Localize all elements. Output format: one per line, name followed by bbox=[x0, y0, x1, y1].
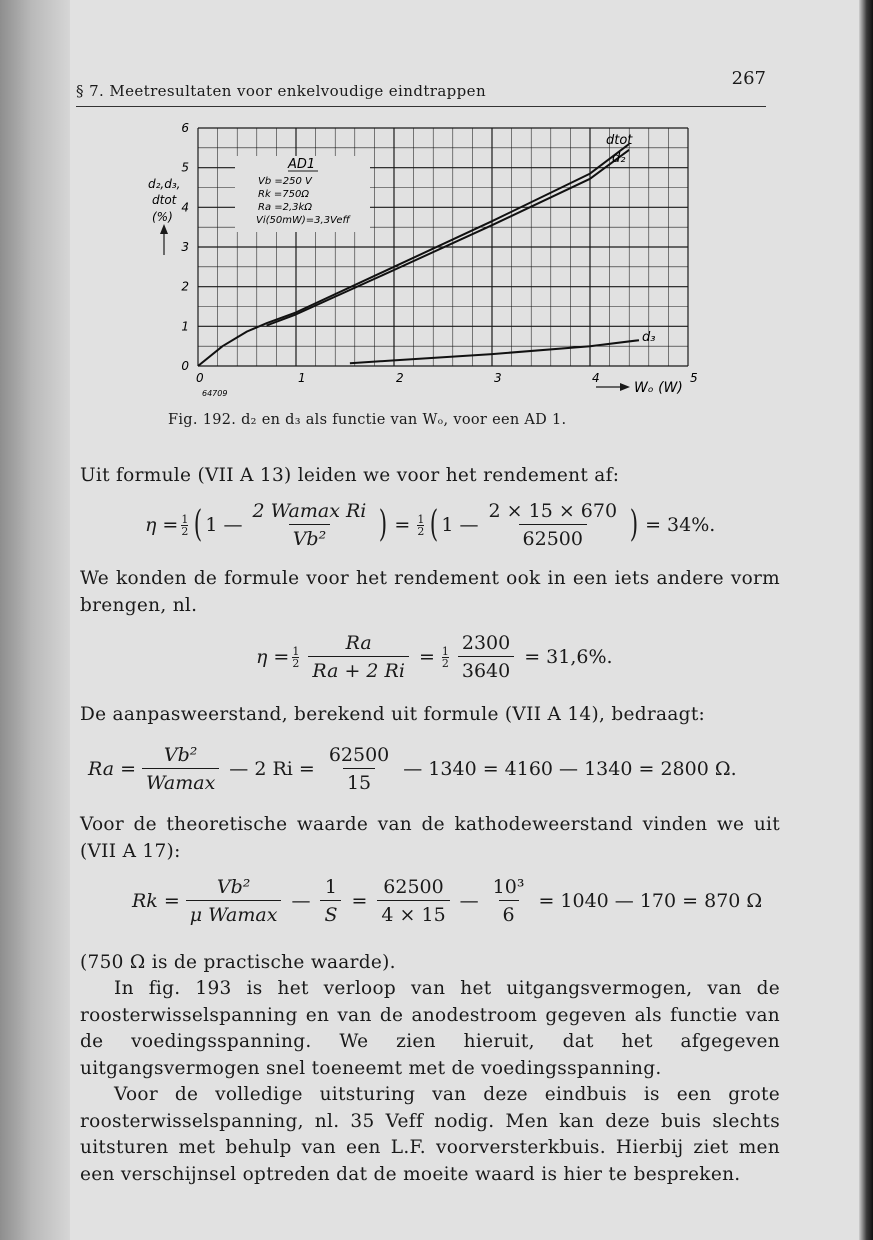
equation-1: η = $\frac{1}{2}$ ( 1 — $\frac{\text{2 Wamax Ri}}{\text{Vb²}}$ ) = $\frac{1}{2}$ ( 1 — $\frac{2 \times 15 \times 670}{62500}$ ) = 34%. bbox=[145, 500, 716, 550]
paragraph-7: Voor de volledige uitsturing van deze eindbuis is een grote roosterwisselspanning, nl. 35 Veff nodig. Men kan deze buis slechts uitsturen met behulp van een L.F. voorversterkbuis. Hierbij ziet men een verschijnsel optreden dat de moeite waard is hier te bespreken. bbox=[80, 1084, 780, 1185]
x-tick-label: 4 bbox=[592, 371, 600, 385]
eq4-frac-a: $\frac{\text{Vb²}}{\text{μ Wamax}}$ bbox=[186, 876, 282, 926]
x-tick-label: 1 bbox=[298, 371, 306, 385]
eq1-one: 1 — bbox=[205, 514, 243, 536]
y-tick-label: 2 bbox=[181, 279, 189, 294]
label-d2: d₂ bbox=[612, 151, 626, 166]
y-tick-label: 4 bbox=[181, 200, 189, 215]
paragraph-1: Uit formule (VII A 13) leiden we voor het rendement af: bbox=[80, 465, 620, 486]
eq1-result: = 34%. bbox=[645, 514, 716, 536]
eq4-frac-c: $\frac{62500}{4 \times 15}$ bbox=[377, 876, 449, 926]
paragraph-2: We konden de formule voor het rendement ook in een iets andere vorm brengen, nl. bbox=[80, 568, 780, 616]
x-axis-arrowhead bbox=[620, 383, 630, 391]
eq3-frac-a: $\frac{\text{Vb²}}{Wamax}$ bbox=[142, 744, 219, 794]
y-tick-label: 0 bbox=[181, 359, 189, 373]
x-tick-label: 3 bbox=[494, 371, 502, 385]
figure-caption: Fig. 192. d₂ en d₃ als functie van Wₒ, voor een AD 1. bbox=[168, 412, 567, 428]
eq1-half: $\frac{1}{2}$ bbox=[181, 512, 189, 538]
x-tick-label: 0 bbox=[196, 371, 204, 385]
param-ra: Ra =2,3kΩ bbox=[258, 202, 312, 213]
y-axis-label-c: (%) bbox=[152, 210, 173, 224]
figure-192-chart bbox=[140, 120, 720, 410]
equation-3: Ra = $\frac{\text{Vb²}}{Wamax}$ — 2 Ri = $\frac{62500}{15}$ — 1340 = 4160 — 1340 = 2800 Ω. bbox=[88, 744, 737, 794]
running-header bbox=[76, 68, 766, 107]
label-dtot: dtot bbox=[606, 133, 633, 148]
eq4-frac-d: $\frac{\text{10³}}{6}$ bbox=[492, 876, 525, 926]
eq1-frac-b: $\frac{2 \times 15 \times 670}{62500}$ bbox=[488, 500, 618, 550]
equation-2: η = $\frac{1}{2}$ $\frac{Ra}{Ra + 2 Ri}$ = $\frac{1}{2}$ $\frac{2300}{3640}$ = 31,6%. bbox=[256, 632, 613, 682]
eq3-frac-b: $\frac{62500}{15}$ bbox=[328, 744, 390, 794]
eq2-result: = 31,6%. bbox=[524, 646, 613, 668]
y-axis-label-b: dtot bbox=[152, 193, 177, 207]
paragraph-6: In fig. 193 is het verloop van het uitgangsvermogen, van de roosterwisselspanning en van de anodestroom gegeven als functie van de voedingsspanning. We zien hieruit, dat het afgegeven uitgangsvermogen snel toeneemt met de voedingsspanning. bbox=[80, 978, 780, 1079]
y-axis-arrowhead bbox=[160, 224, 168, 234]
y-tick-label: 6 bbox=[181, 121, 189, 135]
param-vb: Vb =250 V bbox=[258, 176, 312, 187]
param-vi: Vi(50mW)=3,3Veff bbox=[256, 215, 350, 226]
eq2-frac-b: $\frac{2300}{3640}$ bbox=[458, 632, 514, 682]
param-rk: Rk =750Ω bbox=[258, 189, 310, 200]
y-tick-label: 1 bbox=[181, 319, 189, 334]
x-tick-label: 5 bbox=[690, 371, 698, 385]
eq1-frac-a: $\frac{\text{2 Wamax Ri}}{\text{Vb²}}$ bbox=[252, 500, 367, 550]
eq4-result: = 1040 — 170 = 870 Ω bbox=[538, 890, 763, 912]
y-tick-label: 5 bbox=[181, 160, 189, 175]
eq2-frac-a: $\frac{Ra}{Ra + 2 Ri}$ bbox=[308, 632, 409, 682]
x-tick-label: 2 bbox=[396, 371, 404, 385]
x-axis-label: Wₒ (W) bbox=[634, 380, 683, 396]
eq4-frac-b: $\frac{1}{S}$ bbox=[320, 876, 341, 926]
paragraph-5: (750 Ω is de practische waarde). bbox=[80, 952, 396, 973]
page-edge-shadow bbox=[859, 0, 873, 1240]
label-d3: d₃ bbox=[642, 330, 656, 345]
y-axis-label-a: d₂,d₃, bbox=[148, 177, 181, 191]
eq3-result: — 1340 = 4160 — 1340 = 2800 Ω. bbox=[403, 758, 737, 780]
section-title: § 7. Meetresultaten voor enkelvoudige eindtrappen bbox=[76, 82, 487, 100]
paragraph-3: De aanpasweerstand, berekend uit formule (VII A 14), bedraagt: bbox=[80, 704, 706, 725]
figure-code: 64709 bbox=[202, 389, 228, 398]
page-number: 267 bbox=[731, 68, 766, 89]
equation-4: Rk = $\frac{\text{Vb²}}{\text{μ Wamax}}$ — $\frac{1}{S}$ = $\frac{62500}{4 \times 15}$ — $\frac{\text{10³}}{6}$ = 1040 — 170 = 870 Ω bbox=[132, 876, 763, 926]
paragraph-4: Voor de theoretische waarde van de kathodeweerstand vinden we uit (VII A 17): bbox=[80, 814, 780, 862]
tube-label: AD1 bbox=[288, 157, 316, 172]
eq1-lhs: η = bbox=[145, 514, 179, 536]
series-d3-line bbox=[350, 340, 639, 363]
book-gutter-shadow bbox=[0, 0, 70, 1240]
y-tick-label: 3 bbox=[181, 240, 189, 254]
